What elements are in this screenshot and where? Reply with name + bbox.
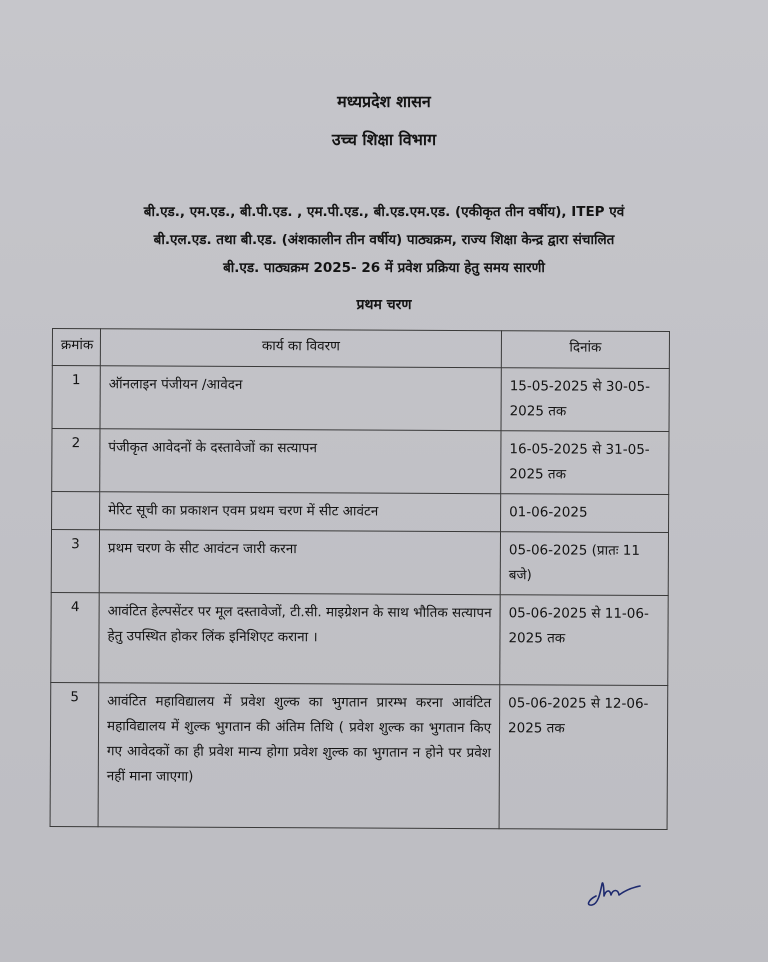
title-line: बी.एल.एड. तथा बी.एड. (अंशकालीन तीन वर्षीय) पाठ्यक्रम, राज्य शिक्षा केन्द्र द्वारा संचालित — [153, 232, 615, 248]
date-cell: 15-05-2025 से 30-05-2025 तक — [501, 368, 669, 432]
serial-cell — [52, 492, 100, 530]
table-header-row — [52, 329, 669, 369]
description-cell: आवंटित महाविद्यालय में प्रवेश शुल्क का भुगतान प्रारम्भ करना आवंटित महाविद्यालय में शुल्क भुगतान की अंतिम तिथि ( प्रवेश शुल्क का भुगतान किए गए आवेदकों का ही प्रवेश मान्य होगा प्रवेश शुल्क का भुगतान न होने पर प्रवेश नहीं माना जाएगा) — [98, 683, 500, 829]
phase-title: प्रथम चरण — [356, 297, 412, 313]
description-cell: ऑनलाइन पंजीयन /आवेदन — [100, 366, 501, 431]
column-header-date: दिनांक — [501, 331, 669, 369]
document-title — [70, 198, 698, 282]
column-header-serial: क्रमांक — [52, 329, 100, 366]
table-row — [51, 592, 668, 685]
description-cell: पंजीकृत आवेदनों के दस्तावेजों का सत्यापन — [100, 429, 501, 494]
schedule-table — [50, 328, 670, 830]
date-cell: 05-06-2025 (प्रातः 11 बजे) — [500, 532, 668, 596]
date-cell: 05-06-2025 से 11-06-2025 तक — [500, 595, 668, 686]
date-cell: 01-06-2025 — [501, 494, 669, 533]
signature-mark — [582, 876, 646, 910]
table-row — [52, 366, 669, 432]
department-heading: उच्च शिक्षा विभाग — [331, 130, 437, 149]
description-cell: प्रथम चरण के सीट आवंटन जारी करना — [99, 530, 500, 595]
table-row — [52, 429, 669, 495]
date-cell: 05-06-2025 से 12-06-2025 तक — [499, 685, 668, 830]
table-row — [50, 682, 668, 829]
table-row — [52, 492, 669, 533]
serial-cell: 1 — [52, 366, 100, 429]
government-heading: मध्यप्रदेश शासन — [337, 92, 431, 111]
serial-cell: 3 — [51, 530, 99, 593]
date-cell: 16-05-2025 से 31-05-2025 तक — [501, 431, 669, 495]
serial-cell: 5 — [50, 682, 99, 826]
column-header-description: कार्य का विवरण — [100, 329, 501, 368]
serial-cell: 4 — [51, 592, 99, 682]
title-line: बी.एड., एम.एड., बी.पी.एड. , एम.पी.एड., बी.एड.एम.एड. (एकीकृत तीन वर्षीय), ITEP एवं — [143, 204, 625, 220]
serial-cell: 2 — [52, 429, 100, 492]
title-line: बी.एड. पाठ्यक्रम 2025- 26 में प्रवेश प्रक्रिया हेतु समय सारणी — [223, 260, 545, 276]
description-cell: मेरिट सूची का प्रकाशन एवम प्रथम चरण में सीट आवंटन — [100, 492, 501, 532]
description-cell: आवंटित हेल्पसेंटर पर मूल दस्तावेजों, टी.सी. माइग्रेशन के साथ भौतिक सत्यापन हेतु उपस्थित होकर लिंक इनिशिएट कराना । — [99, 593, 500, 685]
table-row — [51, 530, 668, 596]
